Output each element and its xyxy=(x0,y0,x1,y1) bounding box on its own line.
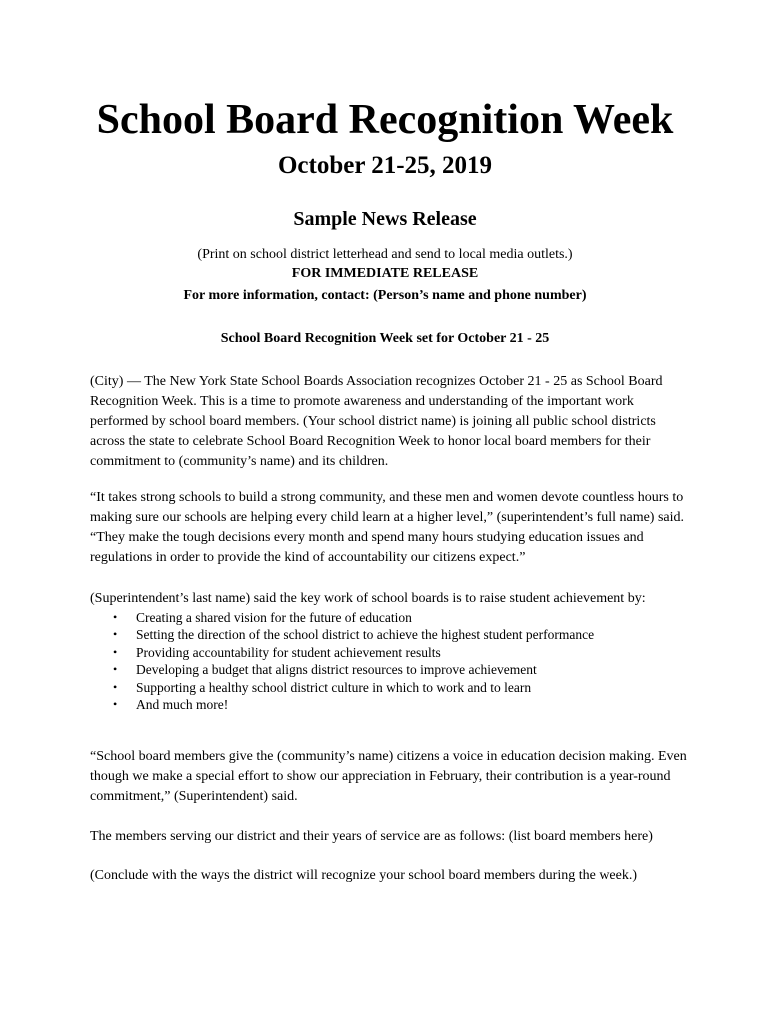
list-item xyxy=(110,661,670,678)
list-item xyxy=(110,679,670,696)
bullet-icon: • xyxy=(113,679,118,694)
release-headline: School Board Recognition Week set for October 21 - 25 xyxy=(220,331,550,346)
board-members-paragraph: The members serving our district and their years of service are as follows: (list board members here) xyxy=(90,829,653,844)
document-title: School Board Recognition Week xyxy=(96,97,674,143)
list-item xyxy=(110,644,670,661)
key-work-list xyxy=(110,609,670,713)
intro-paragraph: (City) — The New York State School Boards Association recognizes October 21 - 25 as School Board Recognition Week. This is a time to promote awareness and understanding of the important work performed by school board members. (Your school district name) is joining all public school districts across the state to celebrate School Board Recognition Week to honor local board members for their commitment to (community’s name) and its children. xyxy=(90,374,663,469)
superintendent-quote-paragraph: “It takes strong schools to build a strong community, and these men and women devote countless hours to making sure our schools are helping every child learn at a higher level,” (superintendent’s full name) said. “They make the tough decisions every month and spend many hours studying education issues and regulations in order to provide the kind of accountability our citizens expect.” xyxy=(90,490,685,565)
key-work-intro: (Superintendent’s last name) said the key work of school boards is to raise student achievement by: xyxy=(90,591,646,606)
document-subtitle: Sample News Release xyxy=(293,208,477,230)
bullet-icon: • xyxy=(113,610,118,624)
list-item-text: Setting the direction of the school district to achieve the highest student performance xyxy=(136,627,595,643)
event-date: October 21-25, 2019 xyxy=(277,152,493,179)
bullet-icon: • xyxy=(113,644,118,659)
list-item-text: Providing accountability for student achievement results xyxy=(136,644,441,660)
immediate-release-label: FOR IMMEDIATE RELEASE xyxy=(291,266,479,281)
contact-line: For more information, contact: (Person’s name and phone number) xyxy=(183,288,587,303)
appreciation-quote-paragraph: “School board members give the (community’s name) citizens a voice in education decision making. Even though we make a special effort to show our appreciation in February, their contribution is a year-round commitment,” (Superintendent) said. xyxy=(90,749,687,804)
list-item xyxy=(110,609,670,626)
print-instructions: (Print on school district letterhead and send to local media outlets.) xyxy=(197,247,573,262)
list-item xyxy=(110,696,670,713)
bullet-icon: • xyxy=(113,696,118,711)
bullet-icon: • xyxy=(113,662,118,677)
list-item-text: Developing a budget that aligns district resources to improve achievement xyxy=(136,662,537,678)
bullet-icon: • xyxy=(113,627,118,642)
list-item-text: Creating a shared vision for the future of education xyxy=(136,610,412,625)
list-item-text: Supporting a healthy school district culture in which to work and to learn xyxy=(136,679,532,695)
list-item-text: And much more! xyxy=(136,696,229,712)
list-item xyxy=(110,626,670,643)
conclusion-paragraph: (Conclude with the ways the district will recognize your school board members during the week.) xyxy=(90,868,638,883)
